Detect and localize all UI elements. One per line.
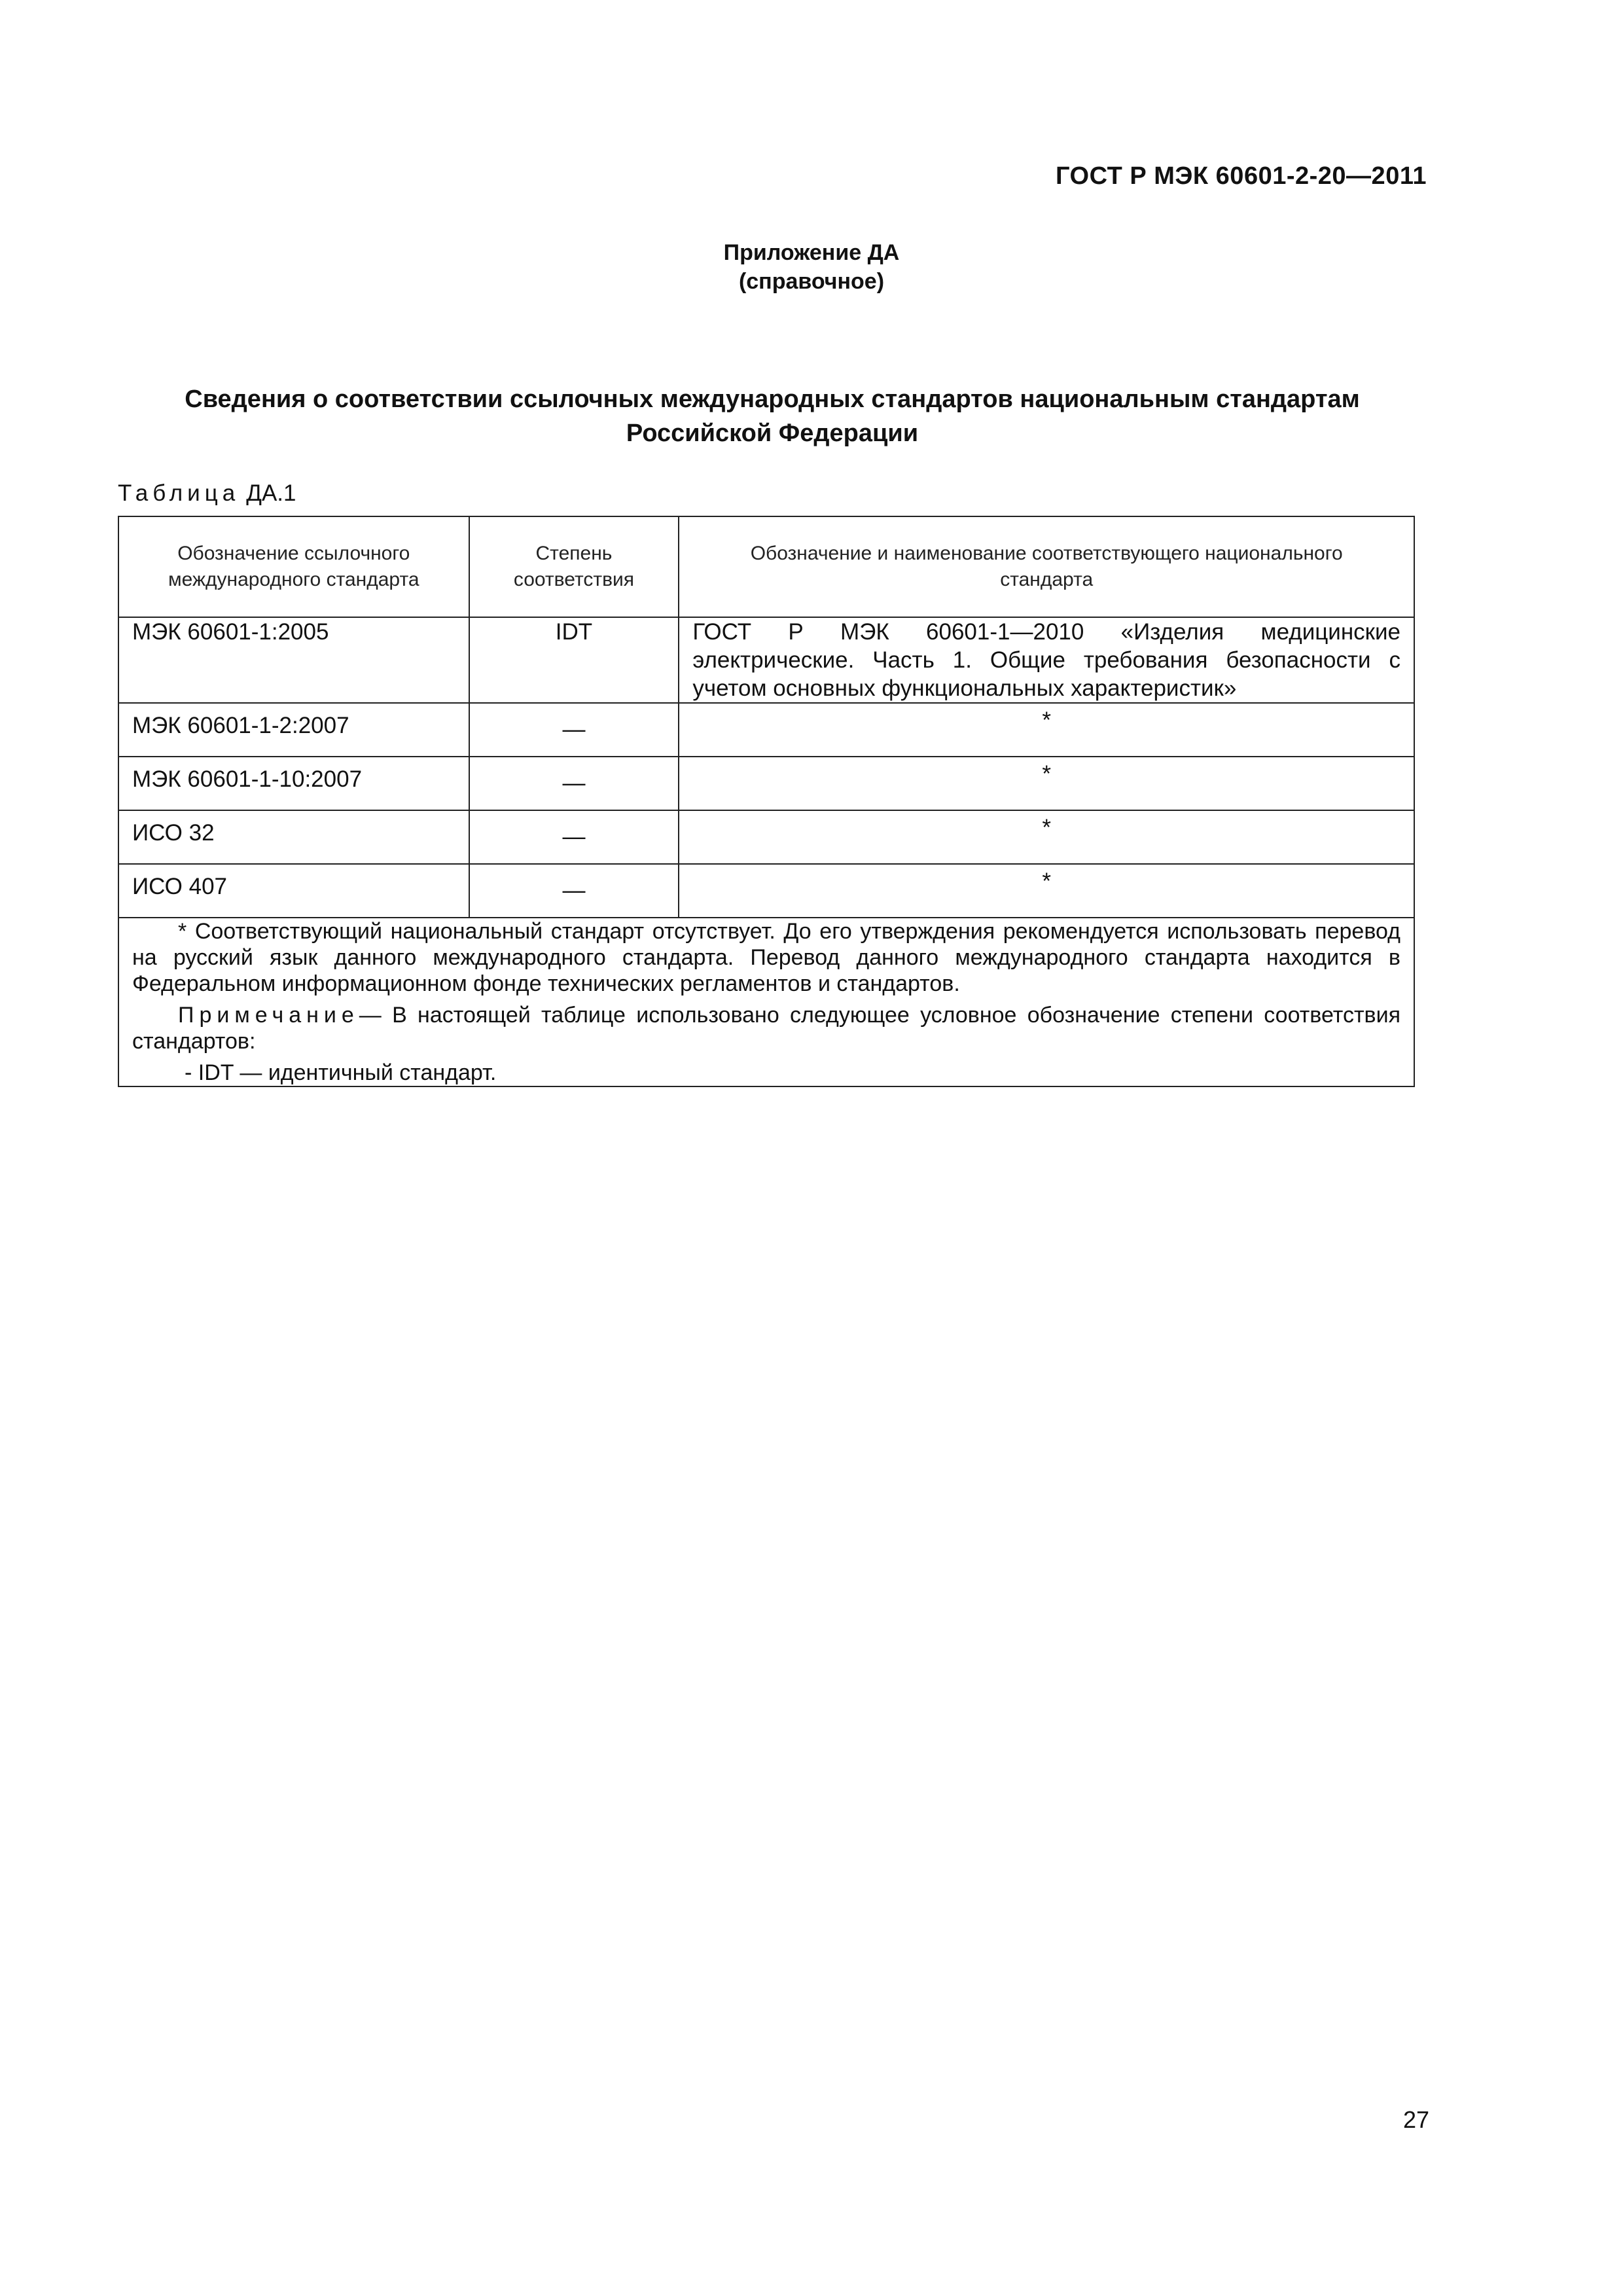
appendix-subtitle: (справочное) [738, 269, 885, 294]
table-row [118, 617, 1414, 703]
cell-ref: МЭК 60601-1:2005 [118, 617, 469, 703]
table-label-number: ДА.1 [246, 480, 296, 506]
cell-degree: — [469, 703, 679, 757]
header-degree-line1: Степень [535, 543, 613, 564]
table-notes [118, 918, 1414, 1086]
cell-national: * [679, 703, 1414, 757]
header-national-line2: стандарта [1000, 569, 1094, 590]
section-title [118, 382, 1427, 450]
appendix-heading [0, 238, 1623, 296]
table-row [118, 757, 1414, 810]
header-ref-line1: Обозначение ссылочного [177, 543, 410, 564]
cell-national: * [679, 810, 1414, 864]
cell-degree: — [469, 810, 679, 864]
cell-national: * [679, 757, 1414, 810]
cell-ref: ИСО 407 [118, 864, 469, 918]
page-number: 27 [1402, 2106, 1429, 2133]
header-degree-line2: соответствия [513, 569, 635, 590]
correspondence-table [118, 516, 1415, 1087]
table-label [118, 480, 296, 507]
table-header-row [118, 516, 1414, 617]
cell-ref: ИСО 32 [118, 810, 469, 864]
note-item: - IDT — идентичный стандарт. [185, 1060, 497, 1085]
cell-ref: МЭК 60601-1-10:2007 [118, 757, 469, 810]
header-national-standard [679, 516, 1414, 617]
appendix-title: Приложение ДА [723, 240, 900, 265]
cell-degree: IDT [469, 617, 679, 703]
note-text: — В настоящей таблице использовано следующее условное обозначение степени соответствия стандартов: [132, 1003, 1400, 1054]
cell-national: ГОСТ Р МЭК 60601-1—2010 «Изделия медицинские электрические. Часть 1. Общие требования безопасности с учетом основных функциональных характеристик» [679, 617, 1414, 703]
cell-ref: МЭК 60601-1-2:2007 [118, 703, 469, 757]
header-ref-line2: международного стандарта [168, 569, 419, 590]
table-row [118, 703, 1414, 757]
section-title-line2: Российской Федерации [626, 420, 919, 447]
note [132, 1002, 1400, 1054]
section-title-line1: Сведения о соответствии ссылочных международных стандартов национальным стандартам [185, 386, 1360, 413]
cell-degree: — [469, 757, 679, 810]
header-degree [469, 516, 679, 617]
note-label: Примечание [178, 1003, 359, 1028]
header-national-line1: Обозначение и наименование соответствующего национального [750, 543, 1343, 564]
table-row [118, 810, 1414, 864]
header-ref-standard [118, 516, 469, 617]
cell-national: * [679, 864, 1414, 918]
footnote: * Соответствующий национальный стандарт отсутствует. До его утверждения рекомендуется использовать перевод на русский язык данного международного стандарта. Перевод данного международного стандарта находится в Федеральном информационном фонде технических регламентов и стандартов. [132, 919, 1400, 996]
table-label-word: Таблица [118, 480, 240, 506]
cell-degree: — [469, 864, 679, 918]
table-notes-row [118, 918, 1414, 1086]
table-row [118, 864, 1414, 918]
document-code: ГОСТ Р МЭК 60601-2-20—2011 [1055, 162, 1427, 190]
